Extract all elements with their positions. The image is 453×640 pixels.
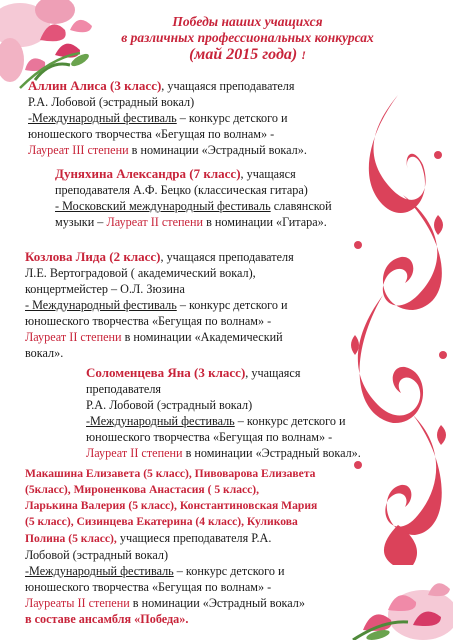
header-subtitle: в различных профессиональных конкурсах — [121, 30, 374, 45]
teacher-intro: учащиеся преподавателя Р.А. — [116, 531, 272, 545]
accompanist-line: концертмейстер – О.Л. Зюзина — [25, 282, 185, 296]
tulip-bouquet-top-left-image — [0, 0, 100, 90]
teacher-name-line: Р.А. Лобовой (эстрадный вокал) — [86, 398, 253, 412]
student-name: Дуняхина Александра (7 класс) — [55, 166, 241, 181]
festival-desc: – конкурс детского и — [234, 414, 346, 428]
festival-link[interactable]: -Международный фестиваль — [25, 564, 174, 578]
award-nomination: в номинации «Эстрадный вокал» — [129, 596, 305, 610]
award-nomination: в номинации «Эстрадный вокал». — [182, 446, 361, 460]
festival-desc-cont: музыки – — [55, 215, 107, 229]
header-date-text: (май 2015 года) — [189, 46, 298, 63]
teacher-intro: , учащаяся преподавателя — [161, 79, 295, 93]
festival-link[interactable]: - Международный фестиваль — [25, 298, 177, 312]
student-names-line: Макашина Елизавета (5 класс), Пивоварова Елизавета — [25, 467, 316, 480]
festival-title: юношеского творчества «Бегущая по волнам» - — [86, 430, 333, 444]
ensemble-line: в составе ансамбля «Победа». — [25, 612, 189, 626]
student-names-line: (5 класс), Сизинцева Екатерина (4 класс), Куликова — [25, 515, 298, 528]
award-nomination-cont: вокал». — [25, 346, 64, 360]
header-date — [95, 46, 400, 64]
festival-desc: – конкурс детского и — [176, 111, 288, 125]
award-level: Лауреат II степени — [86, 446, 183, 460]
award-entry-allin — [28, 78, 388, 158]
student-name: Соломенцева Яна (3 класс) — [86, 365, 246, 380]
award-level: Лауреат II степени — [106, 215, 204, 229]
award-nomination: в номинации «Академический — [121, 330, 283, 344]
festival-title: юношеского творчества «Бегущая по волнам» - — [25, 314, 272, 328]
festival-title: юношеского творчества «Бегущая по волнам» - — [25, 580, 272, 594]
award-entry-kozlova — [25, 249, 365, 361]
award-level: Лауреат II степени — [25, 330, 122, 344]
teacher-line: преподавателя — [86, 382, 162, 396]
header-exclaim: ! — [301, 48, 306, 62]
festival-desc: славянской — [270, 199, 332, 213]
award-level: Лауреаты II степени — [25, 596, 130, 610]
teacher-line: Лобовой (эстрадный вокал) — [25, 548, 169, 562]
festival-title: юношеского творчества «Бегущая по волнам» - — [28, 127, 275, 141]
header-title: Победы наших учащихся — [172, 14, 323, 29]
festival-desc: – конкурс детского и — [176, 298, 288, 312]
teacher-line: Л.Е. Вертоградовой ( академический вокал), — [25, 266, 256, 280]
award-level: Лауреат III степени — [28, 143, 129, 157]
student-names-line: Ларькина Валерия (5 класс), Константиновская Мария — [25, 499, 318, 512]
student-names-line: Полина (5 класс), — [25, 532, 117, 545]
festival-desc: – конкурс детского и — [173, 564, 285, 578]
festival-link[interactable]: -Международный фестиваль — [86, 414, 235, 428]
award-entry-ensemble — [25, 466, 375, 627]
student-name: Аллин Алиса (3 класс) — [28, 78, 162, 93]
festival-link[interactable]: -Международный фестиваль — [28, 111, 177, 125]
festival-link[interactable]: - Московский международный фестиваль — [55, 199, 271, 213]
student-name: Козлова Лида (2 класс) — [25, 249, 161, 264]
teacher-intro: , учащаяся преподавателя — [160, 250, 294, 264]
award-nomination: в номинации «Эстрадный вокал». — [128, 143, 307, 157]
award-entry-solomentseva — [86, 365, 406, 461]
page-header — [95, 14, 400, 64]
student-names-line: (5класс), Мироненкова Анастасия ( 5 класс), — [25, 483, 260, 496]
award-entry-dunyakhina — [55, 166, 405, 230]
teacher-line: Р.А. Лобовой (эстрадный вокал) — [28, 95, 195, 109]
teacher-intro: , учащаяся — [245, 366, 301, 380]
teacher-line: преподавателя А.Ф. Бецко (классическая гитара) — [55, 183, 308, 197]
teacher-intro: , учащаяся — [240, 167, 296, 181]
award-nomination: в номинации «Гитара». — [203, 215, 327, 229]
